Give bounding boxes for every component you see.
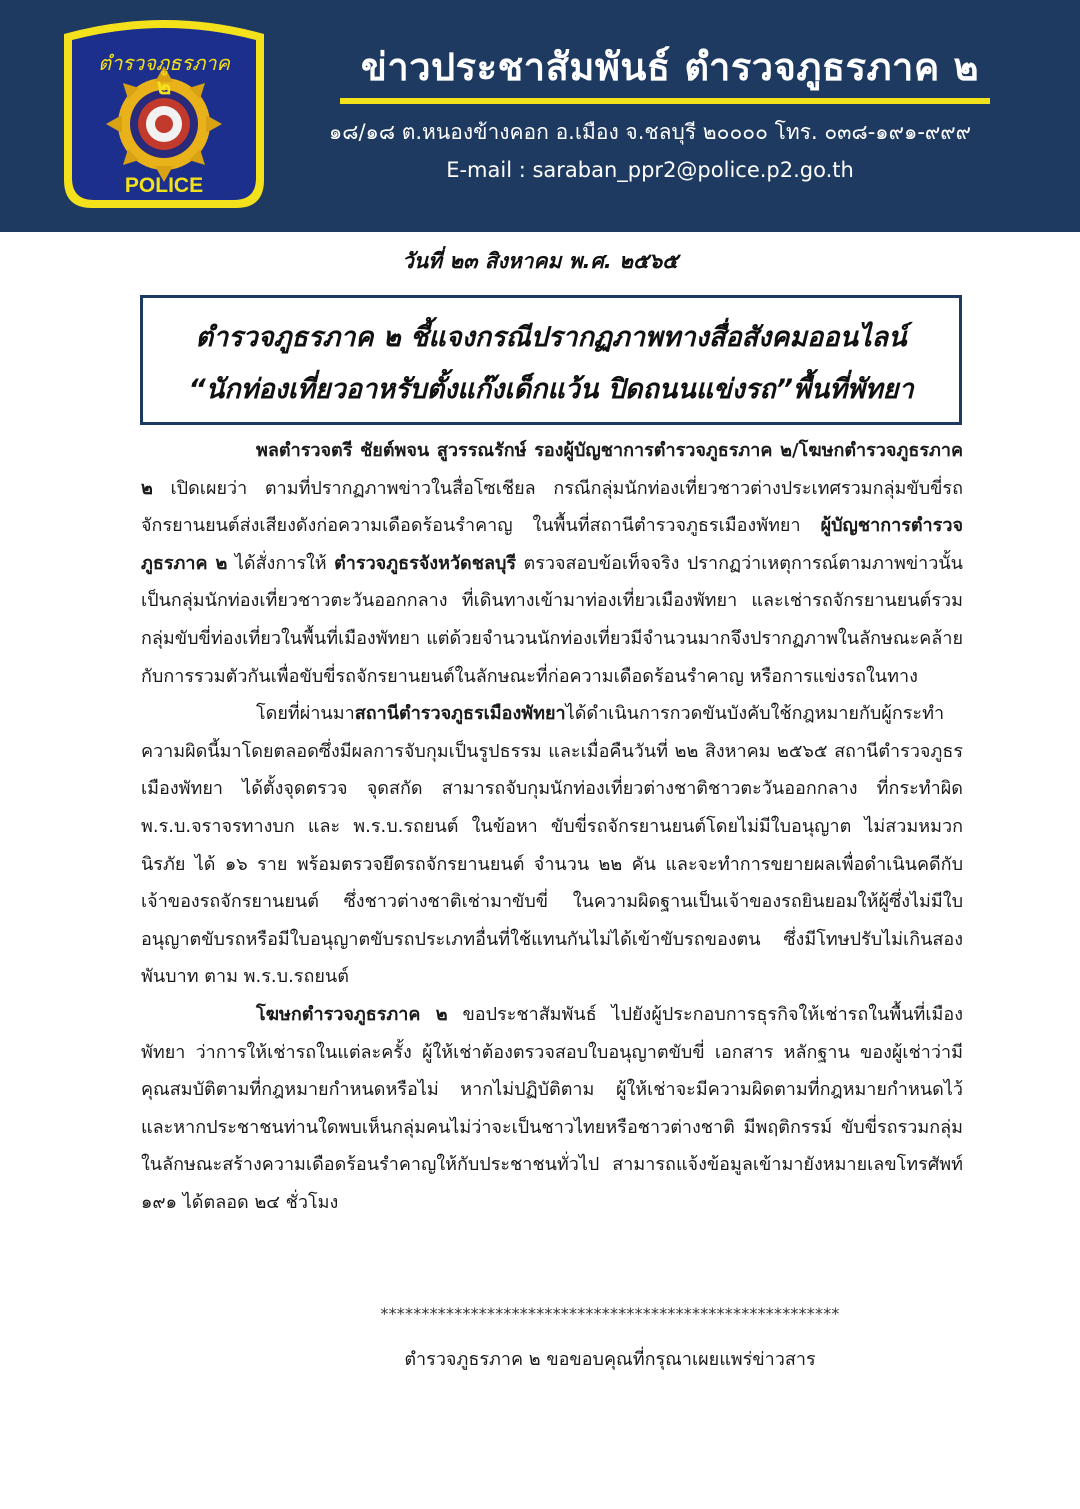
pattaya-station-label: สถานีตำรวจภูธรเมืองพัทยา xyxy=(354,703,566,725)
paragraph-2-text-b: ได้ดำเนินการกวดขันบังคับใช้กฎหมายกับผู้กระทำความผิดนี้มาโดยตลอดซึ่งมีผลการจับกุมเป็นรูปธรรม และเมื่อคืนวันที่ ๒๒ สิงหาคม ๒๕๖๕ สถานีตำรวจภูธรเมืองพัทยา ได้ตั้งจุดตรวจ จุดสกัด สามารถจับกุมนักท่องเที่ยวต่างชาติชาวตะวันออกกลาง ที่กระทำผิด พ.ร.บ.จราจรทางบก และ พ.ร.บ.รถยนต์ ในข้อหา ขับขี่รถจักรยานยนต์โดยไม่มีใบอนุญาต ไม่สวมหมวกนิรภัย ได้ ๑๖ ราย พร้อมตรวจยึดรถจักรยานยนต์ จำนวน ๒๒ คัน และจะทำการขยายผลเพื่อดำเนินคดีกับเจ้าของรถจักรยานยนต์ ซึ่งชาวต่างชาติเช่ามาขับขี่ ในความผิดฐานเป็นเจ้าของรถยินยอมให้ผู้ซึ่งไม่มีใบอนุญาตขับรถหรือมีใบอนุญาตขับรถประเภทอื่นที่ใช้แทนกันไม่ได้เข้าขับรถของตน ซึ่งมีโทษปรับไม่เกินสองพันบาท ตาม พ.ร.บ.รถยนต์ xyxy=(141,703,963,988)
paragraph-3 xyxy=(141,996,963,1222)
bulletin-title: ข่าวประชาสัมพันธ์ ตำรวจภูธรภาค ๒ xyxy=(360,45,980,89)
paragraph-1-text-a: เปิดเผยว่า ตามที่ปรากฏภาพข่าวในสื่อโซเชียล กรณีกลุ่มนักท่องเที่ยวชาวต่างประเทศรวมกลุ่มขับขี่รถจักรยานยนต์ส่งเสียงดังก่อความเดือดร้อนรำคาญ ในพื้นที่สถานีตำรวจภูธรเมืองพัทยา xyxy=(141,477,963,537)
headline-line-1: ตำรวจภูธรภาค ๒ ชี้แจงกรณีปรากฏภาพทางสื่อสังคมออนไลน์ xyxy=(195,322,907,353)
spokesperson-name: พลตำรวจตรี ชัยต์พจน สูวรรณรักษ์ รองผู้บัญชาการตำรวจภูธรภาค ๒/โฆษกตำรวจภูธรภาค ๒ xyxy=(141,440,963,499)
article-body xyxy=(141,432,963,1221)
office-address: ๑๘/๑๘ ต.หนองข้างคอก อ.เมือง จ.ชลบุรี ๒๐๐๐๐ โทร. ๐๓๘-๑๙๑-๙๙๙ xyxy=(328,120,972,144)
paragraph-1-text-c: ตรวจสอบข้อเท็จจริง ปรากฏว่าเหตุการณ์ตามภาพข่าวนั้น เป็นกลุ่มนักท่องเที่ยวชาวตะวันออกกลาง ที่เดินทางเข้ามาท่องเที่ยวเมืองพัทยา และเช่ารถจักรยานยนต์รวมกลุ่มขับขี่ท่องเที่ยวในพื้นที่เมืองพัทยา แต่ด้วยจำนวนนักท่องเที่ยวมีจำนวนมากจึงปรากฏภาพในลักษณะคล้ายกับการรวมตัวกันเพื่อขับขี่รถจักรยานยนต์ในลักษณะที่ก่อความเดือดร้อนรำคาญ หรือการแข่งรถในทาง xyxy=(141,552,963,687)
separator-stars: ******************************************************** xyxy=(380,1304,840,1323)
spokesperson-label: โฆษกตำรวจภูธรภาค ๒ xyxy=(256,1003,448,1025)
paragraph-3-text-a: ขอประชาสัมพันธ์ ไปยังผู้ประกอบการธุรกิจให้เช่ารถในพื้นที่เมืองพัทยา ว่าการให้เช่ารถในแต่ละครั้ง ผู้ให้เช่าต้องตรวจสอบใบอนุญาตขับขี่ เอกสาร หลักฐาน ของผู้เช่าว่ามีคุณสมบัติตามที่กฎหมายกำหนดหรือไม่ หากไม่ปฏิบัติตาม ผู้ให้เช่าจะมีความผิดตามที่กฎหมายกำหนดไว้ และหากประชาชนท่านใดพบเห็นกลุ่มคนไม่ว่าจะเป็นชาวไทยหรือชาวต่างชาติ มีพฤติกรรม์ ขับขี่รถรวมกลุ่มในลักษณะสร้างความเดือดร้อนรำคาญให้กับประชาชนทั่วไป สามารถแจ้งข้อมูลเข้ามายังหมายเลขโทรศัพท์ ๑๙๑ ได้ตลอด ๒๔ ชั่วโมง xyxy=(141,1003,963,1213)
paragraph-1-text-b: ได้สั่งการให้ xyxy=(227,552,335,574)
paragraph-1 xyxy=(141,432,963,695)
chonburi-police-label: ตำรวจภูธรจังหวัดชลบุรี xyxy=(334,552,517,574)
closing-thanks: ตำรวจภูธรภาค ๒ ขอขอบคุณที่กรุณาเผยแพร่ข่าวสาร xyxy=(404,1349,816,1370)
header-banner xyxy=(0,0,1080,232)
release-date: วันที่ ๒๓ สิงหาคม พ.ศ. ๒๕๖๕ xyxy=(401,249,679,273)
paragraph-2-text-a: โดยที่ผ่านมา xyxy=(256,703,355,725)
emblem-police-text: POLICE xyxy=(124,174,204,197)
police-region-2-emblem xyxy=(50,12,278,214)
headline-line-2: “นักท่องเที่ยวอาหรับตั้งแก๊งเด็กแว้น ปิดถนนแข่งรถ”พื้นที่พัทยา xyxy=(188,374,914,405)
headline-box xyxy=(140,295,962,425)
emblem-region-text: ตำรวจภูธรภาค xyxy=(98,51,230,75)
emblem-region-number: ๒ xyxy=(156,75,172,100)
header-divider xyxy=(340,98,990,104)
commander-label: ผู้บัญชาการตำรวจภูธรภาค ๒ xyxy=(141,515,963,574)
office-email: E-mail : saraban_ppr2@police.p2.go.th xyxy=(446,158,854,182)
paragraph-2 xyxy=(141,695,963,996)
